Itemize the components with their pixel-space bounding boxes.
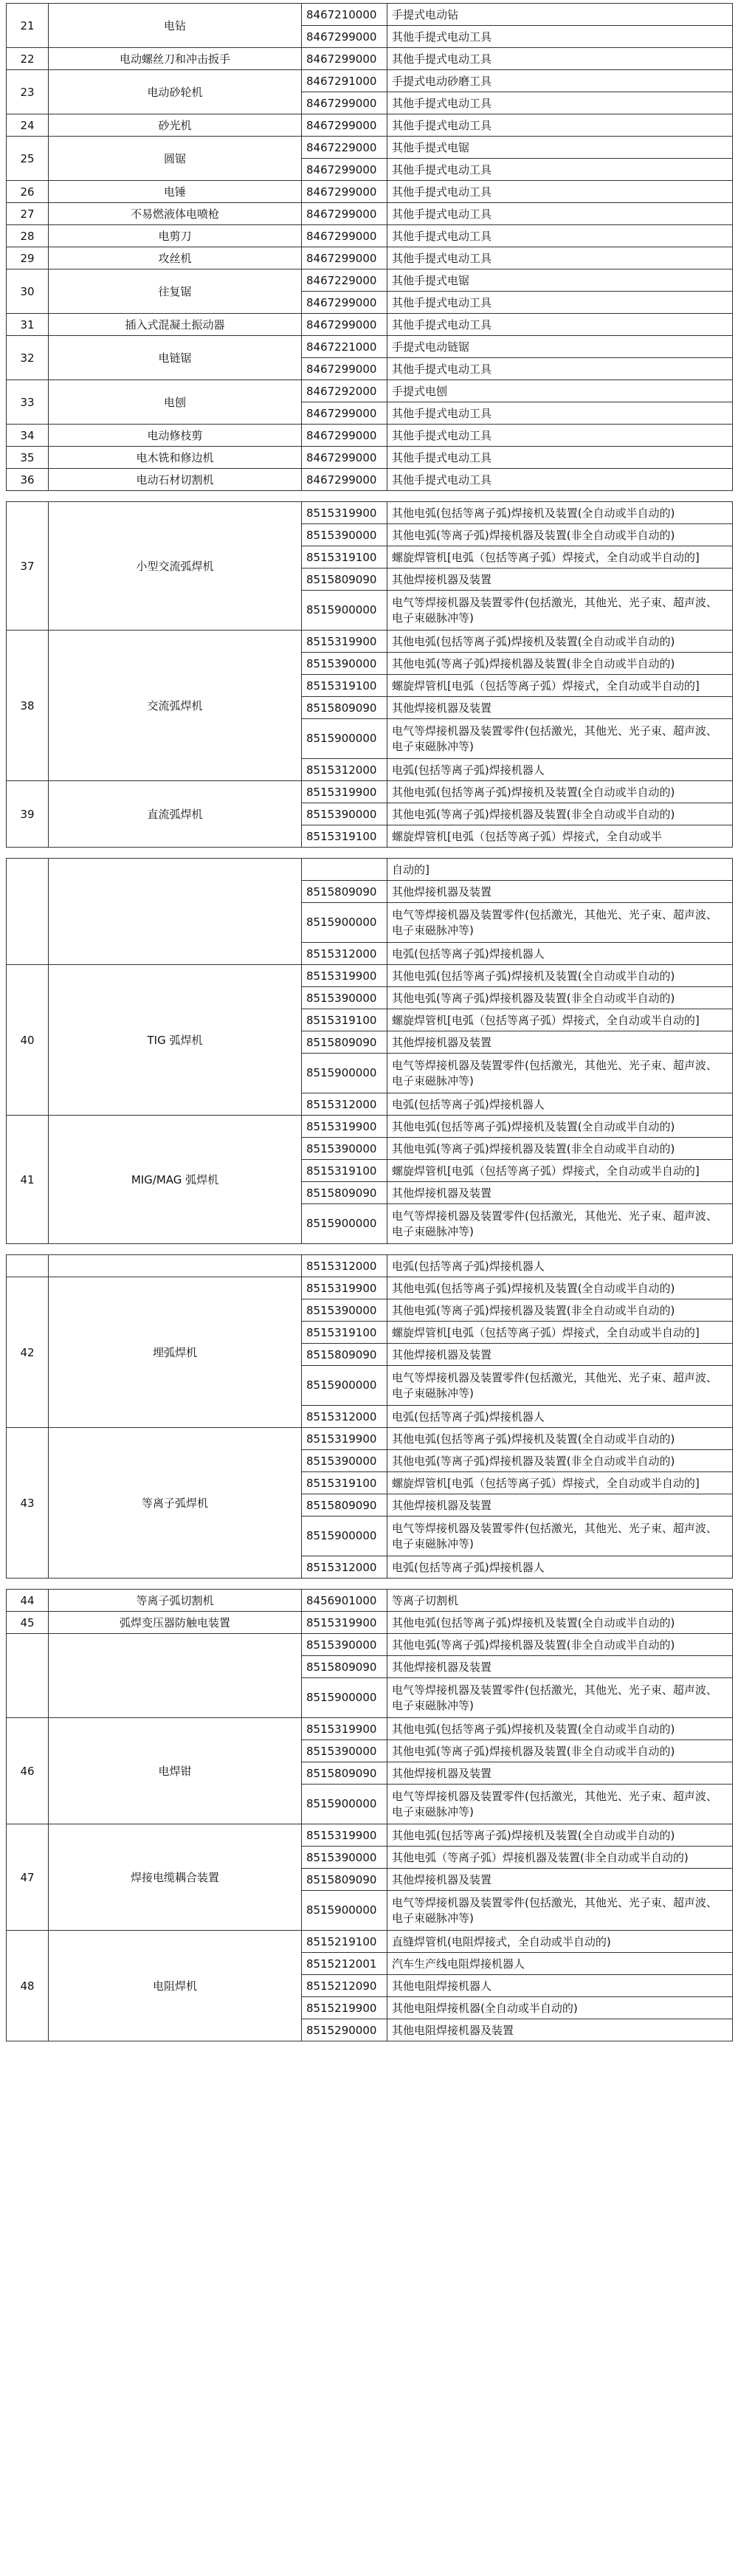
table-row [7,48,733,70]
code-description: 汽车生产线电阻焊接机器人 [387,1953,733,1975]
code-description: 手提式电动钻 [387,4,733,26]
code-description: 其他电弧(包括等离子弧)焊接机及装置(全自动或半自动的) [387,502,733,524]
hs-code: 8515319100 [302,1322,387,1344]
code-description: 其他手提式电动工具 [387,425,733,447]
product-name: 圆锯 [49,137,302,181]
item-number: 47 [7,1824,49,1931]
code-description: 其他焊接机器及装置 [387,569,733,591]
product-name: 埋弧焊机 [49,1277,302,1428]
table-row [7,225,733,247]
code-description: 等离子切割机 [387,1590,733,1612]
table-segment [6,858,733,1244]
code-description: 电弧(包括等离子弧)焊接机器人 [387,1406,733,1428]
code-description: 其他电弧(等离子弧)焊接机器及装置(非全自动或半自动的) [387,1450,733,1472]
hs-code: 8467299000 [302,48,387,70]
hs-code: 8515900000 [302,719,387,759]
code-description: 其他电弧(等离子弧)焊接机器及装置(非全自动或半自动的) [387,653,733,675]
code-description: 其他电阻焊接机器人 [387,1975,733,1997]
hs-code: 8467221000 [302,336,387,358]
product-name: 攻丝机 [49,247,302,269]
hs-code: 8515809090 [302,1344,387,1366]
code-description: 其他焊接机器及装置 [387,1762,733,1785]
hs-code: 8467299000 [302,425,387,447]
item-number: 45 [7,1612,49,1634]
hs-code: 8515212001 [302,1953,387,1975]
table-row [7,447,733,469]
code-description: 其他焊接机器及装置 [387,1656,733,1678]
hs-code: 8467299000 [302,447,387,469]
code-description: 手提式电刨 [387,380,733,402]
code-description: 其他电弧(包括等离子弧)焊接机及装置(全自动或半自动的) [387,1612,733,1634]
code-description: 其他手提式电动工具 [387,402,733,425]
code-description: 电气等焊接机器及装置零件(包括激光，其他光、光子束、超声波、电子束磁脉冲等) [387,1204,733,1244]
product-name: 等离子弧焊机 [49,1428,302,1579]
code-description: 螺旋焊管机[电弧（包括等离子弧）焊接式，全自动或半自动的] [387,1009,733,1031]
code-description: 其他手提式电锯 [387,137,733,159]
hs-code: 8515312000 [302,1556,387,1579]
item-number: 32 [7,336,49,380]
code-description: 电弧(包括等离子弧)焊接机器人 [387,1556,733,1579]
hs-code: 8467299000 [302,203,387,225]
hs-code: 8467299000 [302,469,387,491]
page-break [6,1579,732,1589]
product-name: 插入式混凝土振动器 [49,314,302,336]
table-row [7,181,733,203]
product-name: 弧焊变压器防触电装置 [49,1612,302,1634]
hs-code: 8515809090 [302,881,387,903]
hs-code: 8515900000 [302,1891,387,1931]
hs-code: 8456901000 [302,1590,387,1612]
code-description: 电弧(包括等离子弧)焊接机器人 [387,943,733,965]
table-row [7,4,733,26]
product-name [49,1634,302,1718]
table-row [7,269,733,292]
item-number: 39 [7,781,49,848]
code-description: 其他手提式电动工具 [387,48,733,70]
hs-code: 8515319900 [302,1612,387,1634]
hs-code: 8515312000 [302,943,387,965]
product-name: 小型交流弧焊机 [49,502,302,631]
hs-code: 8515809090 [302,1869,387,1891]
page-break [6,848,732,858]
code-description: 螺旋焊管机[电弧（包括等离子弧）焊接式，全自动或半自动的] [387,1472,733,1494]
hs-code: 8467229000 [302,269,387,292]
hs-code: 8515900000 [302,1785,387,1824]
code-description: 其他电弧(包括等离子弧)焊接机及装置(全自动或半自动的) [387,631,733,653]
hs-code: 8467299000 [302,402,387,425]
product-name: 电锤 [49,181,302,203]
code-description: 其他手提式电动工具 [387,203,733,225]
code-description: 电气等焊接机器及装置零件(包括激光，其他光、光子束、超声波、电子束磁脉冲等) [387,591,733,631]
code-description: 其他手提式电动工具 [387,26,733,48]
hs-code: 8467299000 [302,26,387,48]
code-description: 其他电弧(包括等离子弧)焊接机及装置(全自动或半自动的) [387,965,733,987]
hs-code: 8467291000 [302,70,387,92]
code-description: 其他手提式电动工具 [387,247,733,269]
page-break [6,491,732,501]
product-name: 砂光机 [49,114,302,137]
code-description: 电气等焊接机器及装置零件(包括激光，其他光、光子束、超声波、电子束磁脉冲等) [387,1891,733,1931]
code-description: 手提式电动链锯 [387,336,733,358]
table-row [7,70,733,92]
hs-code: 8467210000 [302,4,387,26]
table-row [7,1428,733,1450]
code-description: 其他电弧(等离子弧)焊接机器及装置(非全自动或半自动的) [387,524,733,546]
product-name: 电钻 [49,4,302,48]
hs-code: 8515809090 [302,1762,387,1785]
hs-code: 8515319900 [302,1116,387,1138]
code-description: 其他手提式电动工具 [387,447,733,469]
hs-code: 8515390000 [302,1634,387,1656]
code-description: 其他电弧(包括等离子弧)焊接机及装置(全自动或半自动的) [387,1116,733,1138]
hs-code: 8515809090 [302,1182,387,1204]
hs-code: 8515319100 [302,825,387,848]
table-row [7,203,733,225]
hs-code: 8515312000 [302,759,387,781]
table-row [7,469,733,491]
hs-code: 8515319100 [302,1160,387,1182]
item-number: 31 [7,314,49,336]
hs-code: 8515390000 [302,1450,387,1472]
code-description: 其他手提式电动工具 [387,469,733,491]
hs-code: 8515319900 [302,1277,387,1299]
item-number [7,1634,49,1718]
item-number: 35 [7,447,49,469]
hs-code: 8467229000 [302,137,387,159]
product-name: 电木铣和修边机 [49,447,302,469]
item-number: 27 [7,203,49,225]
code-description: 电气等焊接机器及装置零件(包括激光，其他光、光子束、超声波、电子束磁脉冲等) [387,1054,733,1093]
product-name: 等离子弧切割机 [49,1590,302,1612]
hs-code: 8467299000 [302,314,387,336]
code-description: 其他电弧(包括等离子弧)焊接机及装置(全自动或半自动的) [387,1428,733,1450]
table-segment [6,1254,733,1579]
code-description: 其他手提式电动工具 [387,292,733,314]
product-name: 电动修枝剪 [49,425,302,447]
hs-code: 8515319100 [302,1009,387,1031]
hs-code: 8515390000 [302,653,387,675]
table-row [7,314,733,336]
code-description: 其他焊接机器及装置 [387,1031,733,1054]
code-description: 其他电阻焊接机器(全自动或半自动的) [387,1997,733,2019]
code-description: 螺旋焊管机[电弧（包括等离子弧）焊接式，全自动或半自动的] [387,1160,733,1182]
table-segment [6,1589,733,2041]
table-row [7,336,733,358]
code-description: 螺旋焊管机[电弧（包括等离子弧）焊接式，全自动或半自动的] [387,546,733,569]
code-description: 电气等焊接机器及装置零件(包括激光，其他光、光子束、超声波、电子束磁脉冲等) [387,1785,733,1824]
hs-code: 8515319900 [302,631,387,653]
code-description: 电气等焊接机器及装置零件(包括激光，其他光、光子束、超声波、电子束磁脉冲等) [387,1366,733,1406]
hs-code: 8515212090 [302,1975,387,1997]
hs-code: 8515900000 [302,1678,387,1718]
code-description: 其他手提式电动工具 [387,181,733,203]
product-name: 电链锯 [49,336,302,380]
code-description: 电气等焊接机器及装置零件(包括激光，其他光、光子束、超声波、电子束磁脉冲等) [387,903,733,943]
hs-code: 8515290000 [302,2019,387,2041]
item-number: 40 [7,965,49,1116]
product-name: 电动砂轮机 [49,70,302,114]
hs-code [302,859,387,881]
hs-code: 8515390000 [302,524,387,546]
product-name: 电焊钳 [49,1718,302,1824]
hs-code: 8515390000 [302,1299,387,1322]
product-code-table [6,3,732,2041]
product-name: 电动石材切割机 [49,469,302,491]
table-row [7,247,733,269]
item-number: 46 [7,1718,49,1824]
hs-code: 8515219100 [302,1931,387,1953]
table-row [7,631,733,653]
code-description: 电弧(包括等离子弧)焊接机器人 [387,1255,733,1277]
hs-code: 8515809090 [302,1031,387,1054]
hs-code: 8515219900 [302,1997,387,2019]
code-description: 其他电弧(包括等离子弧)焊接机及装置(全自动或半自动的) [387,781,733,803]
code-description: 其他手提式电动工具 [387,114,733,137]
item-number: 37 [7,502,49,631]
code-description: 其他电弧(等离子弧)焊接机器及装置(非全自动或半自动的) [387,1740,733,1762]
table-row [7,425,733,447]
hs-code: 8515900000 [302,1366,387,1406]
code-description: 手提式电动砂磨工具 [387,70,733,92]
code-description: 自动的] [387,859,733,881]
hs-code: 8515900000 [302,1517,387,1556]
page-break [6,1244,732,1254]
hs-code: 8467299000 [302,181,387,203]
code-description: 电气等焊接机器及装置零件(包括激光，其他光、光子束、超声波、电子束磁脉冲等) [387,1678,733,1718]
hs-code: 8467299000 [302,159,387,181]
item-number: 34 [7,425,49,447]
hs-code: 8515809090 [302,697,387,719]
code-description: 其他电弧(等离子弧)焊接机器及装置(非全自动或半自动的) [387,803,733,825]
code-description: 电气等焊接机器及装置零件(包括激光，其他光、光子束、超声波、电子束磁脉冲等) [387,1517,733,1556]
code-description: 其他焊接机器及装置 [387,1494,733,1517]
item-number: 42 [7,1277,49,1428]
code-description: 其他焊接机器及装置 [387,1869,733,1891]
code-description: 其他焊接机器及装置 [387,1182,733,1204]
code-description: 其他电阻焊接机器及装置 [387,2019,733,2041]
code-description: 电气等焊接机器及装置零件(包括激光，其他光、光子束、超声波、电子束磁脉冲等) [387,719,733,759]
hs-code: 8515312000 [302,1406,387,1428]
hs-code: 8467299000 [302,225,387,247]
item-number: 44 [7,1590,49,1612]
hs-code: 8515319900 [302,502,387,524]
hs-code: 8515319100 [302,546,387,569]
hs-code: 8515390000 [302,803,387,825]
product-name: MIG/MAG 弧焊机 [49,1116,302,1244]
table-row [7,114,733,137]
item-number: 30 [7,269,49,314]
product-name: 往复锯 [49,269,302,314]
code-description: 其他手提式电动工具 [387,314,733,336]
hs-code: 8515319100 [302,1472,387,1494]
product-name: 电刨 [49,380,302,425]
code-description: 电弧(包括等离子弧)焊接机器人 [387,1093,733,1116]
hs-code: 8515390000 [302,1847,387,1869]
hs-code: 8467299000 [302,292,387,314]
item-number: 28 [7,225,49,247]
table-row [7,859,733,881]
item-number: 43 [7,1428,49,1579]
code-description: 其他电弧(包括等离子弧)焊接机及装置(全自动或半自动的) [387,1718,733,1740]
table-row [7,1612,733,1634]
item-number: 23 [7,70,49,114]
code-description: 其他手提式电动工具 [387,92,733,114]
item-number: 22 [7,48,49,70]
item-number: 24 [7,114,49,137]
code-description: 其他电弧(等离子弧)焊接机器及装置(非全自动或半自动的) [387,987,733,1009]
item-number: 48 [7,1931,49,2041]
code-description: 螺旋焊管机[电弧（包括等离子弧）焊接式，全自动或半自动的] [387,1322,733,1344]
table-row [7,1634,733,1656]
item-number: 41 [7,1116,49,1244]
table-row [7,1931,733,1953]
hs-code: 8515319900 [302,1428,387,1450]
hs-code: 8467299000 [302,92,387,114]
code-description: 其他手提式电动工具 [387,358,733,380]
hs-code: 8467299000 [302,114,387,137]
code-description: 其他电弧(等离子弧)焊接机器及装置(非全自动或半自动的) [387,1299,733,1322]
code-description: 电弧(包括等离子弧)焊接机器人 [387,759,733,781]
item-number [7,1255,49,1277]
hs-code: 8515390000 [302,1138,387,1160]
hs-code: 8515900000 [302,1204,387,1244]
hs-code: 8515900000 [302,591,387,631]
product-name: 电阻焊机 [49,1931,302,2041]
hs-code: 8515319900 [302,965,387,987]
table-row [7,502,733,524]
item-number [7,859,49,965]
hs-code: 8515900000 [302,903,387,943]
table-row [7,1255,733,1277]
table-row [7,137,733,159]
code-description: 螺旋焊管机[电弧（包括等离子弧）焊接式，全自动或半自动的] [387,675,733,697]
item-number: 29 [7,247,49,269]
product-name: 焊接电缆耦合装置 [49,1824,302,1931]
code-description: 直缝焊管机(电阻焊接式，全自动或半自动的) [387,1931,733,1953]
item-number: 25 [7,137,49,181]
product-name: 电动螺丝刀和冲击扳手 [49,48,302,70]
code-description: 其他手提式电锯 [387,269,733,292]
table-row [7,781,733,803]
hs-code: 8515312000 [302,1255,387,1277]
product-name [49,859,302,965]
product-name: TIG 弧焊机 [49,965,302,1116]
table-row [7,1590,733,1612]
table-row [7,1824,733,1847]
table-row [7,965,733,987]
item-number: 26 [7,181,49,203]
hs-code: 8515809090 [302,1494,387,1517]
hs-code: 8515319900 [302,1824,387,1847]
table-segment [6,501,733,848]
code-description: 其他电弧(包括等离子弧)焊接机及装置(全自动或半自动的) [387,1277,733,1299]
hs-code: 8515312000 [302,1093,387,1116]
hs-code: 8515319100 [302,675,387,697]
hs-code: 8515390000 [302,1740,387,1762]
hs-code: 8467299000 [302,247,387,269]
item-number: 38 [7,631,49,781]
hs-code: 8515319900 [302,1718,387,1740]
table-row [7,1116,733,1138]
item-number: 21 [7,4,49,48]
product-name: 电剪刀 [49,225,302,247]
hs-code: 8515319900 [302,781,387,803]
code-description: 其他手提式电动工具 [387,159,733,181]
code-description: 其他电弧(等离子弧)焊接机器及装置(非全自动或半自动的) [387,1634,733,1656]
item-number: 33 [7,380,49,425]
product-name: 交流弧焊机 [49,631,302,781]
code-description: 其他手提式电动工具 [387,225,733,247]
product-name: 直流弧焊机 [49,781,302,848]
hs-code: 8515900000 [302,1054,387,1093]
table-segment [6,3,733,491]
code-description: 其他电弧（等离子弧）焊接机器及装置(非全自动或半自动的) [387,1847,733,1869]
hs-code: 8515390000 [302,987,387,1009]
table-row [7,1718,733,1740]
hs-code: 8515809090 [302,1656,387,1678]
code-description: 其他电弧(包括等离子弧)焊接机及装置(全自动或半自动的) [387,1824,733,1847]
hs-code: 8515809090 [302,569,387,591]
table-row [7,1277,733,1299]
code-description: 螺旋焊管机[电弧（包括等离子弧）焊接式，全自动或半 [387,825,733,848]
code-description: 其他焊接机器及装置 [387,1344,733,1366]
code-description: 其他电弧(等离子弧)焊接机器及装置(非全自动或半自动的) [387,1138,733,1160]
hs-code: 8467292000 [302,380,387,402]
table-row [7,380,733,402]
code-description: 其他焊接机器及装置 [387,881,733,903]
product-name: 不易燃液体电喷枪 [49,203,302,225]
code-description: 其他焊接机器及装置 [387,697,733,719]
item-number: 36 [7,469,49,491]
hs-code: 8467299000 [302,358,387,380]
product-name [49,1255,302,1277]
